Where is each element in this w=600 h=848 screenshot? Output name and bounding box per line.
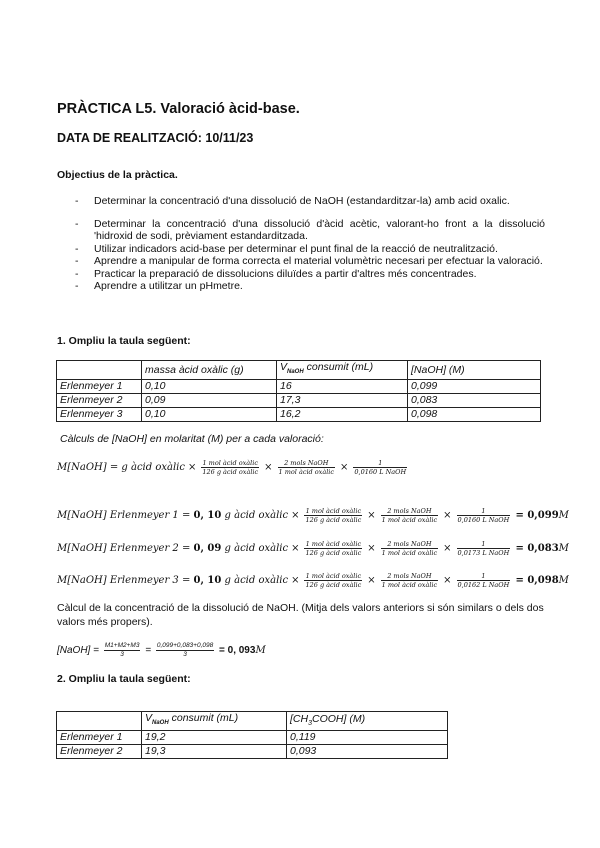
table-cell (57, 361, 142, 380)
table-row (57, 745, 448, 759)
table-cell: 16,2 (277, 408, 408, 422)
table-cell: 0,10 (142, 380, 277, 394)
table-cell: 0,09 (142, 394, 277, 408)
oxalic-table (56, 360, 541, 422)
table-cell: 16 (277, 380, 408, 394)
table-cell: 17,3 (277, 394, 408, 408)
section2-heading: 2. Ompliu la taula següent: (57, 673, 191, 685)
list-item: - Practicar la preparació de dissolucions diluïdes a partir d'altres més concentrades. (75, 268, 545, 281)
calc-caption: Càlculs de [NaOH] en molaritat (M) per a cada valoració: (60, 433, 324, 445)
list-item: - Determinar la concentració d'una dissolució de NaOH (estandarditzar-la) amb acid oxalic. (75, 195, 545, 208)
mean-formula: [NaOH] = $\frac{M1+M2+M3}{3}$ = $\frac{0,099+0,083+0,098}{3}$ = 0, 093M (57, 642, 266, 658)
table-cell: $[CH_3COOH]$ (M) (287, 712, 448, 731)
table-cell: Erlenmeyer 2 (57, 394, 142, 408)
table-cell: Erlenmeyer 1 (57, 731, 142, 745)
table-header-row (57, 361, 541, 380)
acetic-table (56, 711, 448, 759)
table-cell: 0,098 (408, 408, 541, 422)
table-cell: Erlenmeyer 1 (57, 380, 142, 394)
table-row (57, 408, 541, 422)
table-cell: 0,119 (287, 731, 448, 745)
list-item: - Determinar la concentració d'una dissolució d'àcid acètic, valorant-ho front a la dissolució 'hidroxid de sodi, prèviament estandarditzada. (75, 218, 545, 243)
mean-text: Càlcul de la concentració de la dissolució de NaOH. (Mitja dels valors anteriors si són similars o dels dos valors més propers). (57, 602, 544, 628)
table-cell: Erlenmeyer 2 (57, 745, 142, 759)
table-cell: Erlenmeyer 3 (57, 408, 142, 422)
list-item: - Aprendre a manipular de forma correcta el material volumètric necesari per efectuar la valoració. (75, 255, 545, 268)
formula-erlenmeyer-2: M[NaOH] Erlenmeyer 2 = 0, 09 g àcid oxàlic × $\frac{\text{1 mol àcid oxàlic}}{\text{126 g àcid oxàlic}}$ × $\frac{\text{2 mols NaOH}}{\text{1 mol àcid oxàlic}}$ × $\frac{1}{\text{0,0173 L NaOH}}$ = 0,083M (57, 540, 569, 557)
table-row (57, 380, 541, 394)
table-cell: [NaOH] (M) (408, 361, 541, 380)
table-header-row (57, 712, 448, 731)
table-row (57, 394, 541, 408)
list-item: - Utilizar indicadors acid-base per determinar el punt final de la reacció de neutralització. (75, 243, 545, 256)
section1-heading: 1. Ompliu la taula següent: (57, 335, 191, 347)
objectives-list (75, 195, 545, 293)
table-cell: 0,099 (408, 380, 541, 394)
list-item: - Aprendre a utilitzar un pHmetre. (75, 280, 545, 293)
formula-erlenmeyer-1: M[NaOH] Erlenmeyer 1 = 0, 10 g àcid oxàlic × $\frac{\text{1 mol àcid oxàlic}}{\text{126 g àcid oxàlic}}$ × $\frac{\text{2 mols NaOH}}{\text{1 mol àcid oxàlic}}$ × $\frac{1}{\text{0,0160 L NaOH}}$ = 0,099M (57, 507, 569, 524)
table-cell: massa àcid oxàlic (g) (142, 361, 277, 380)
table-cell: $V_{NaOH}$ consumit (mL) (142, 712, 287, 731)
date-line: DATA DE REALITZACIÓ: 10/11/23 (57, 131, 254, 145)
table-cell: 0,093 (287, 745, 448, 759)
table-cell: $V_{NaOH}$ consumit (mL) (277, 361, 408, 380)
table-cell: 0,10 (142, 408, 277, 422)
table-cell: 19,3 (142, 745, 287, 759)
page-title: PRÀCTICA L5. Valoració àcid-base. (57, 101, 300, 117)
table-row (57, 731, 448, 745)
formula-erlenmeyer-3: M[NaOH] Erlenmeyer 3 = 0, 10 g àcid oxàlic × $\frac{\text{1 mol àcid oxàlic}}{\text{126 g àcid oxàlic}}$ × $\frac{\text{2 mols NaOH}}{\text{1 mol àcid oxàlic}}$ × $\frac{1}{\text{0,0162 L NaOH}}$ = 0,098M (57, 572, 569, 589)
table-cell: 19,2 (142, 731, 287, 745)
objectives-heading: Objectius de la pràctica. (57, 169, 178, 181)
formula-general: M[NaOH] = g àcid oxàlic × $\frac{\text{1 mol àcid oxàlic}}{\text{126 g àcid oxàlic}}$ × $\frac{\text{2 mols NaOH}}{\text{1 mol àcid oxàlic}}$ × $\frac{1}{\text{0,0160 L NaOH}}$ (57, 459, 407, 476)
table-cell (57, 712, 142, 731)
table-cell: 0,083 (408, 394, 541, 408)
